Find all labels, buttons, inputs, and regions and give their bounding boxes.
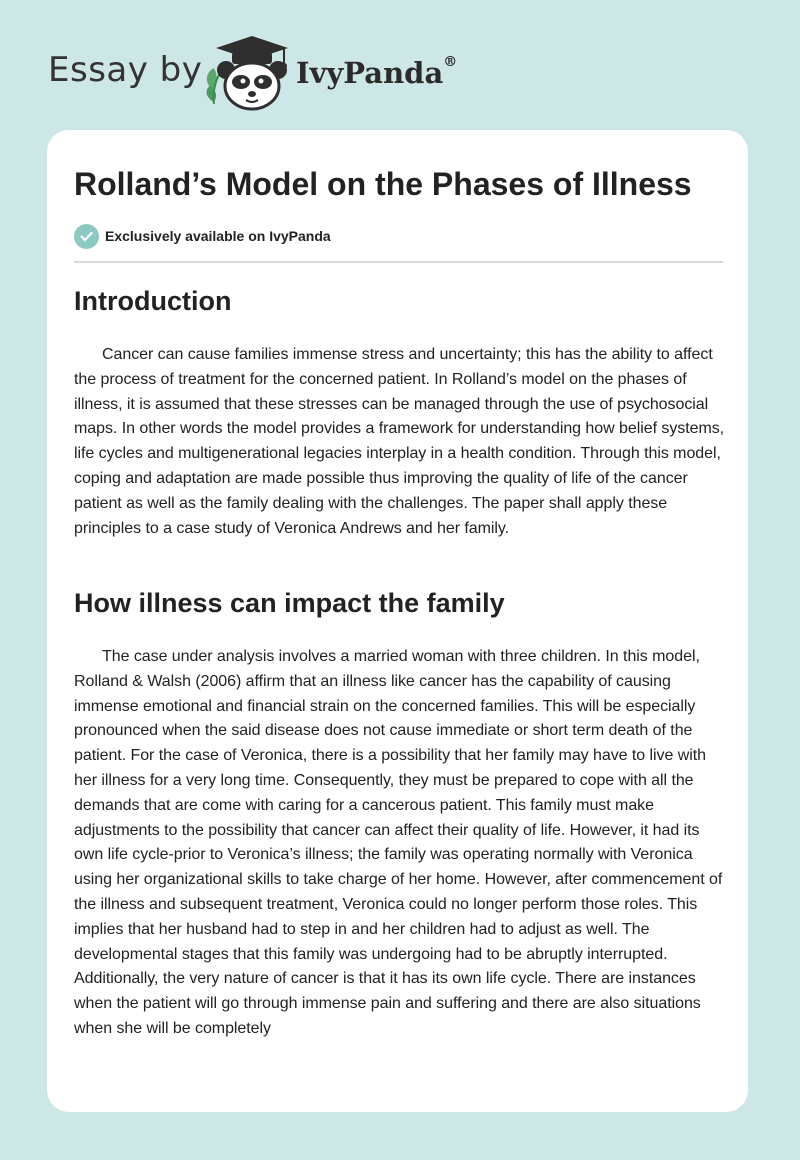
site-header [0,0,800,130]
brand-name[interactable]: IvyPanda® [296,54,458,90]
badge-text: Exclusively available on IvyPanda [105,228,331,244]
check-circle-icon [74,224,99,249]
section-paragraph-introduction: Cancer can cause families immense stress and uncertainty; this has the ability to affect the process of treatment for the concerned patient. In Rolland’s model on the phases of illness, it is assumed that these stresses can be managed through the use of psychosocial maps. In other words the model provides a framework for understanding how belief systems, life cycles and multigenerational legacies interplay in a health condition. Through this model, coping and adaptation are made possible thus improving the quality of life of the cancer patient as well as the family dealing with the challenges. The paper shall apply these principles to a case study of Veronica Andrews and her family. [74,346,725,537]
exclusive-badge [74,223,331,249]
section-paragraph-family-impact: The case under analysis involves a married woman with three children. In this model, Rolland & Walsh (2006) affirm that an illness like cancer has the capability of causing immense emotional and financial strain on the concerned families. This will be especially pronounced when the said disease does not cause immediate or short term death of the patient. For the case of Veronica, there is a possibility that her family may have to live with her illness for a very long time. Consequently, they must be prepared to cope with all the demands that are come with caring for a cancerous patient. This family must make adjustments to the possibility that cancer can affect their quality of life. However, it had its own life cycle-prior to Veronica’s illness; the family was operating normally with Veronica using her organizational skills to take charge of her home. However, after commencement of the illness and subsequent treatment, Veronica could no longer perform those roles. This implies that her husband had to step in and her children had to adjust as well. The developmental stages that this family was undergoing had to be abruptly interrupted. Additionally, the very nature of cancer is that it has its own life cycle. There are instances when the patient will go through immense pain and suffering and there are also situations when she will be completely [74,648,723,1037]
section-heading-family-impact: How illness can impact the family [74,588,505,618]
essay-by-label: Essay by [48,50,203,90]
divider [74,261,723,263]
registered-mark: ® [443,54,458,70]
page-title: Rolland’s Model on the Phases of Illness [74,166,692,202]
panda-logo-icon[interactable] [200,32,292,112]
essay-card [47,130,748,1112]
section-heading-introduction: Introduction [74,286,232,316]
